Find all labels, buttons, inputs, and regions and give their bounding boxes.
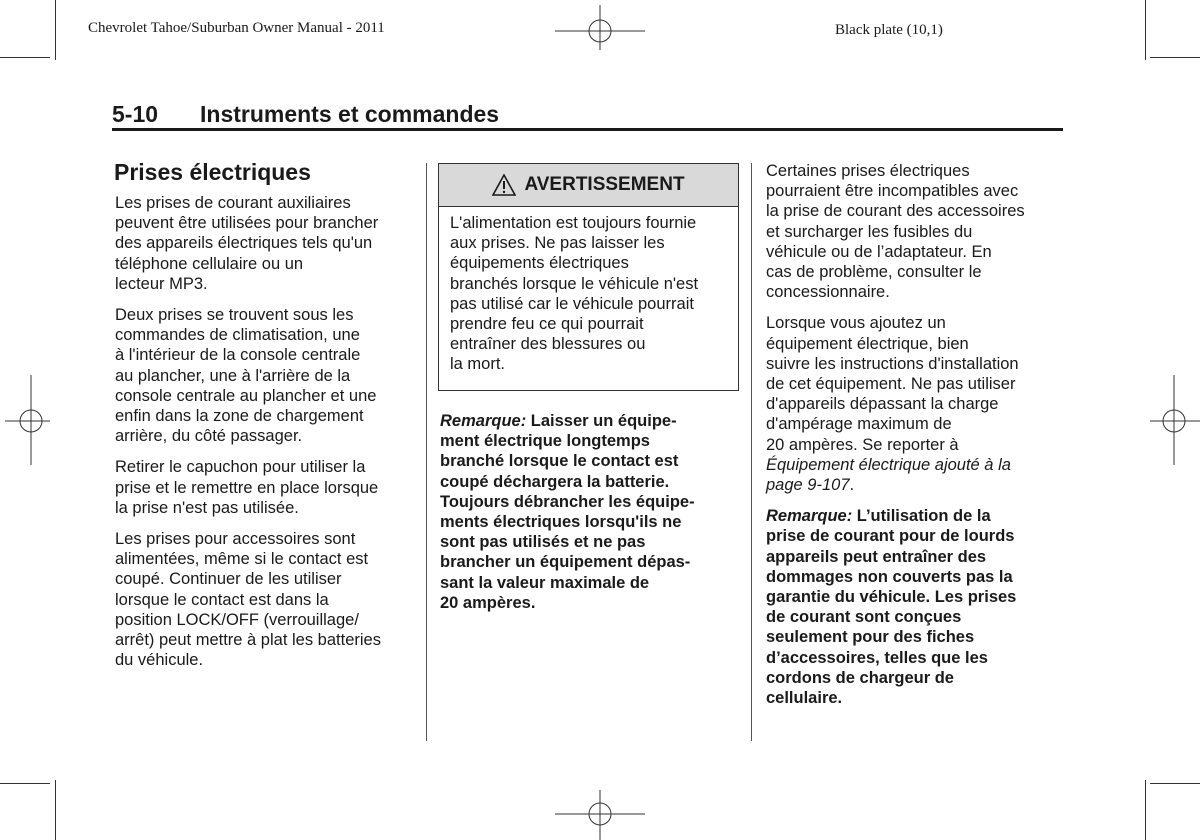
warning-box [438, 163, 739, 391]
paragraph: Certaines prises électriques pourraient être incompatibles avec la prise de courant des accessoires et surcharger les fusibles du véhicule ou de l’adaptateur. En cas de problème, consulter le concessionnaire. [766, 162, 1025, 302]
note-text: Laisser un équipe- ment électrique longtemps branché lorsque le contact est coupé déchargera la batterie. Toujours débrancher les équipe- ments électriques lorsqu'ils ne sont pas utilisés et ne pas brancher un équipement dépas- sant la valeur maximale de 20 ampères. [440, 412, 695, 612]
column-divider [426, 163, 427, 741]
warning-title: AVERTISSEMENT [524, 174, 685, 195]
registration-mark-right [1150, 375, 1200, 465]
paragraph: Deux prises se trouvent sous les commandes de climatisation, une à l'intérieur de la console centrale au plancher, une à l'arrière de la console centrale au plancher et une enfin dans la zone de chargement arrière, du côté passager. [115, 306, 377, 446]
plate-label: Black plate (10,1) [835, 22, 943, 38]
note-label: Remarque: [440, 412, 527, 430]
column-3 [766, 161, 1066, 719]
paragraph: Les prises pour accessoires sont alimentées, même si le contact est coupé. Continuer de les utiliser lorsque le contact est dans la position LOCK/OFF (verrouillage/ arrêt) peut mettre à plat les batteries du véhicule. [115, 530, 381, 670]
paragraph-added-equipment [766, 313, 1066, 495]
paragraph: Les prises de courant auxiliaires peuvent être utilisées pour brancher des appareils électriques tels qu'un téléphone cellulaire ou un lecteur MP3. [115, 194, 379, 293]
document-title: Chevrolet Tahoe/Suburban Owner Manual - 2011 [88, 20, 385, 36]
note-battery [440, 411, 730, 613]
cross-reference-link[interactable]: Équipement électrique ajouté à la page 9-107 [766, 455, 1011, 495]
registration-mark-bottom [555, 790, 645, 840]
warning-header [439, 164, 738, 207]
paragraph: Retirer le capuchon pour utiliser la prise et le remettre en place lorsque la prise n'est pas utilisée. [115, 458, 379, 517]
section-title: Instruments et commandes [200, 101, 500, 127]
paragraph-end: . [849, 476, 855, 495]
column-1 [115, 193, 415, 681]
warning-triangle-icon [492, 174, 516, 196]
note-text: L’utilisation de la prise de courant pour de lourds appareils peut entraîner des dommages non couverts pas la garantie du véhicule. Les prises de courant sont conçues seulement pour des fiches d’accessoires, telles que les cordons de chargeur de cellulaire. [766, 507, 1017, 708]
registration-mark-top [555, 5, 645, 50]
warning-text: L'alimentation est toujours fournie aux prises. Ne pas laisser les équipements électriques branchés lorsque le véhicule n'est pas utilisé car le véhicule pourrait prendre feu ce qui pourrait entraîner des blessures ou la mort. [450, 214, 699, 374]
note-label: Remarque: [766, 507, 853, 526]
section-rule [112, 128, 1063, 131]
registration-mark-left [5, 375, 50, 465]
page-number: 5-10 [112, 101, 159, 127]
heading-prises-electriques: Prises électriques [114, 159, 311, 185]
paragraph-text: Lorsque vous ajoutez un équipement électrique, bien suivre les instructions d'installation de cet équipement. Ne pas utiliser d'appareils dépassant la charge d'ampérage maximum de 20 ampères. Se reporter à [766, 314, 1019, 454]
column-divider [751, 163, 752, 741]
note-outlet-usage [766, 506, 1066, 708]
